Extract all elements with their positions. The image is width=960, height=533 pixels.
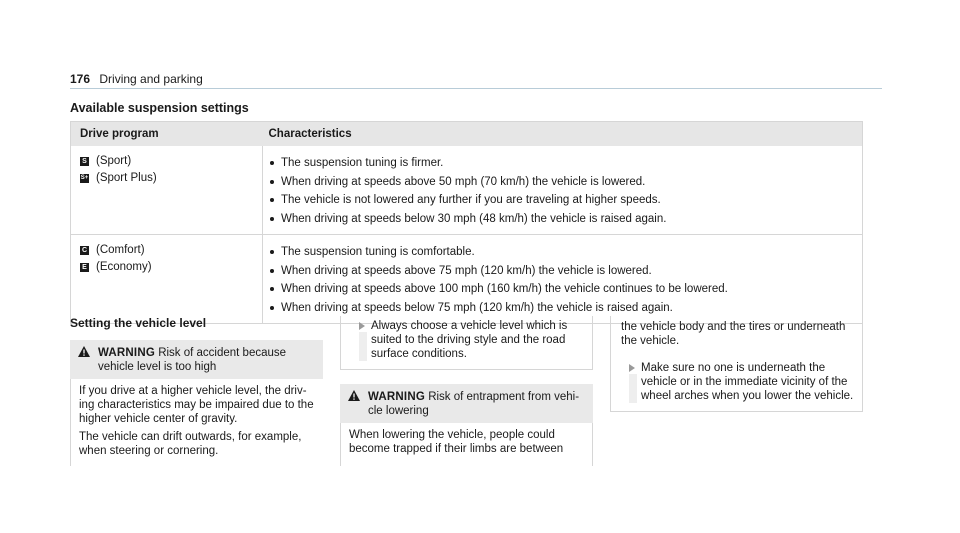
warning-heading: Risk of entrapment from vehicle lowering xyxy=(368,391,580,417)
drive-program-item xyxy=(80,171,262,186)
drive-program-cell xyxy=(71,146,263,235)
step-text: Make sure no one is underneath the vehicle or in the immediate vicinity of the wheel arches when you lower the vehicle. xyxy=(641,362,854,402)
drive-program-item xyxy=(80,154,262,169)
warning-paragraph: If you drive at a higher vehicle level, the driving characteristics may be impaired due to the higher vehicle center of gravity. xyxy=(79,385,314,425)
continuation-block xyxy=(610,316,863,412)
warning-header xyxy=(70,340,323,379)
drive-program-label: (Comfort) xyxy=(96,244,145,256)
step-content xyxy=(341,316,592,369)
drive-program-cell xyxy=(71,235,263,324)
table-row xyxy=(71,235,863,324)
sport-plus-mode-icon: S+ xyxy=(80,175,89,181)
drive-program-label: (Sport) xyxy=(96,155,132,167)
chapter-title: Driving and parking xyxy=(99,72,203,86)
list-item: The suspension tuning is firmer. xyxy=(269,154,862,173)
drive-program-item xyxy=(80,260,262,275)
step-arrow-icon xyxy=(359,322,365,330)
warning-paragraph: When lowering the vehicle, people could become trapped if their limbs are between xyxy=(349,429,564,455)
warning-block-accident xyxy=(70,340,323,455)
warning-body xyxy=(340,423,593,466)
comfort-mode-icon: C xyxy=(81,247,88,254)
step-text: Always choose a vehicle level which is suited to the driving style and the road surface conditions. xyxy=(371,320,568,360)
warning-label: WARNING xyxy=(98,347,155,359)
table-header-row xyxy=(71,122,863,147)
drive-program-label: (Sport Plus) xyxy=(96,172,157,184)
drive-program-item xyxy=(80,243,262,258)
warning-triangle-icon xyxy=(78,346,90,357)
warning-triangle-icon xyxy=(348,390,360,401)
list-item: The suspension tuning is comfortable. xyxy=(269,243,862,262)
characteristics-list xyxy=(269,243,862,317)
drive-program-label: (Economy) xyxy=(96,261,152,273)
instruction-step xyxy=(340,316,593,370)
step-content xyxy=(611,358,862,411)
step-bar xyxy=(359,332,367,361)
list-item: The vehicle is not lowered any further if you are traveling at higher speeds. xyxy=(269,191,862,210)
characteristics-cell xyxy=(263,235,863,324)
warning-body xyxy=(70,379,323,466)
warning-paragraph: The vehicle can drift outwards, for example, when steering or cornering. xyxy=(79,431,302,457)
column-header-characteristics: Characteristics xyxy=(263,122,863,147)
page-header xyxy=(70,72,203,86)
characteristics-cell xyxy=(263,146,863,235)
list-item: When driving at speeds below 30 mph (48 km/h) the vehicle is raised again. xyxy=(269,210,862,229)
page-number: 176 xyxy=(70,72,91,86)
table-row xyxy=(71,146,863,235)
characteristics-list xyxy=(269,154,862,228)
step-bar xyxy=(629,374,637,403)
warning-label: WARNING xyxy=(368,391,425,403)
column-3 xyxy=(610,316,863,412)
list-item: When driving at speeds above 50 mph (70 km/h) the vehicle is lowered. xyxy=(269,173,862,192)
warning-heading: Risk of accident because vehicle level is too high xyxy=(98,347,287,373)
column-header-drive-program: Drive program xyxy=(71,122,263,147)
header-divider xyxy=(70,88,882,89)
step-arrow-icon xyxy=(629,364,635,372)
sport-mode-icon: S xyxy=(80,157,89,166)
suspension-settings-table xyxy=(70,121,863,324)
warning-header xyxy=(340,384,593,423)
list-item: When driving at speeds above 75 mph (120 km/h) the vehicle is lowered. xyxy=(269,262,862,281)
continuation-text: the vehicle body and the tires or underneath the vehicle. xyxy=(621,321,846,347)
list-item: When driving at speeds above 100 mph (160 km/h) the vehicle continues to be lowered. xyxy=(269,280,862,299)
economy-mode-icon: E xyxy=(80,263,89,272)
section-title: Available suspension settings xyxy=(70,101,249,115)
list-item: When driving at speeds below 75 mph (120 km/h) the vehicle is raised again. xyxy=(269,299,862,318)
setting-vehicle-level-title: Setting the vehicle level xyxy=(70,316,207,330)
column-2 xyxy=(340,316,593,466)
